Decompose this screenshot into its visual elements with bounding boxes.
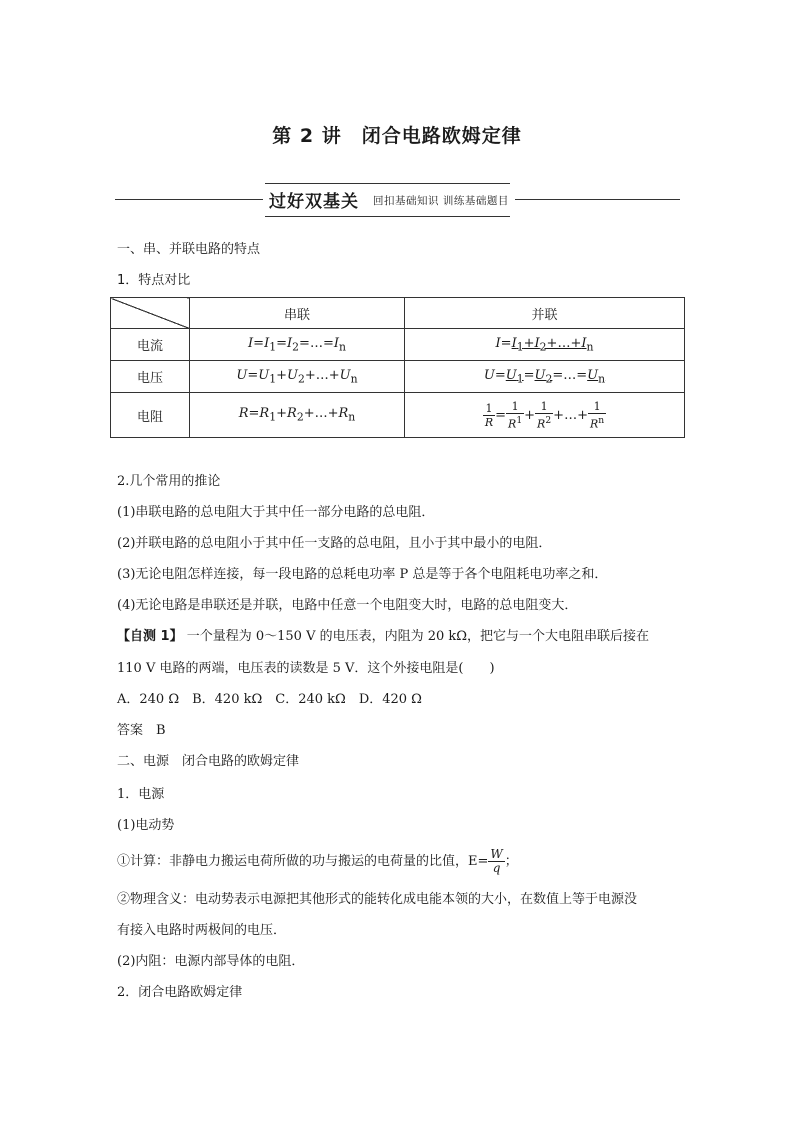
emf-calc-end: ； bbox=[504, 854, 518, 869]
emf-heading: (1)电动势 bbox=[117, 818, 175, 833]
inference-2: (2)并联电路的总电阻小于其中任一支路的总电阻，且小于其中最小的电阻． bbox=[117, 536, 552, 551]
selftest-question-2: 110 V 电路的两端，电压表的读数是 5 V．这个外接电阻是( ) bbox=[117, 661, 495, 676]
comparison-table bbox=[110, 297, 685, 438]
table-header-series: 串联 bbox=[190, 298, 405, 329]
selftest-tag: 【自测 1】 bbox=[117, 629, 183, 644]
internal-resistance: (2)内阻：电源内部导体的电阻． bbox=[117, 954, 305, 969]
section1-sub1: 1．特点对比 bbox=[117, 273, 191, 288]
section-banner bbox=[115, 183, 680, 219]
table-row bbox=[111, 361, 685, 393]
banner-rule-right bbox=[515, 199, 680, 200]
inference-1: (1)串联电路的总电阻大于其中任一部分电路的总电阻． bbox=[117, 505, 435, 520]
selftest-question-1: 一个量程为 0～150 V 的电压表，内阻为 20 kΩ，把它与一个大电阻串联后接在 bbox=[186, 629, 650, 644]
selftest-answer: 答案 B bbox=[117, 723, 166, 738]
emf-fraction-den: q bbox=[492, 861, 501, 875]
page-title: 第 2 讲 闭合电路欧姆定律 bbox=[272, 125, 522, 147]
emf-calc-text: ①计算：非静电力搬运电荷所做的功与搬运的电荷量的比值，E= bbox=[117, 854, 489, 869]
banner-sub: 回扣基础知识 训练基础题目 bbox=[373, 195, 509, 207]
formula-parallel-resistance: $\frac{1}{R}$ = $\frac{1}{R^1}$ + $\frac{1}{R^2}$ +…+ $\frac{1}{R^n}$ bbox=[405, 393, 685, 438]
row-label-voltage: 电压 bbox=[111, 361, 190, 393]
banner-rule-left bbox=[115, 199, 263, 200]
table-header-parallel: 并联 bbox=[405, 298, 685, 329]
table-row bbox=[111, 393, 685, 438]
banner-box bbox=[265, 183, 510, 217]
selftest-options: A．240 Ω B．420 kΩ C．240 kΩ D．420 Ω bbox=[117, 692, 422, 707]
row-label-current: 电流 bbox=[111, 329, 190, 361]
section2-sub2: 2．闭合电路欧姆定律 bbox=[117, 985, 243, 1000]
formula-series-resistance: $R=R_1+R_2+\dots+R_n$ bbox=[190, 393, 405, 438]
emf-fraction-num: W bbox=[490, 847, 503, 861]
inference-4: (4)无论电路是串联还是并联，电路中任意一个电阻变大时，电路的总电阻变大． bbox=[117, 598, 578, 613]
emf-meaning-1: ②物理含义：电动势表示电源把其他形式的能转化成电能本领的大小，在数值上等于电源没 bbox=[117, 892, 638, 907]
formula-parallel-current: $I=I_1+I_2+\dots+I_n$ bbox=[405, 329, 685, 361]
inferences-heading: 2.几个常用的推论 bbox=[117, 474, 221, 489]
inference-3: (3)无论电阻怎样连接，每一段电路的总耗电功率 P 总是等于各个电阻耗电功率之和． bbox=[117, 567, 608, 582]
section2-sub1: 1．电源 bbox=[117, 787, 165, 802]
section1-heading: 一、串、并联电路的特点 bbox=[117, 242, 261, 257]
emf-fraction bbox=[488, 848, 504, 875]
table-row bbox=[111, 329, 685, 361]
section2-heading: 二、电源 闭合电路的欧姆定律 bbox=[117, 754, 300, 769]
emf-calc bbox=[117, 848, 518, 875]
formula-parallel-voltage: $U=U_1=U_2=\dots=U_n$ bbox=[405, 361, 685, 393]
row-label-resistance: 电阻 bbox=[111, 393, 190, 438]
formula-series-voltage: $U=U_1+U_2+\dots+U_n$ bbox=[190, 361, 405, 393]
formula-series-current: $I=I_1=I_2=\dots=I_n$ bbox=[190, 329, 405, 361]
selftest-line1 bbox=[117, 628, 649, 646]
emf-meaning-2: 有接入电路时两极间的电压． bbox=[117, 923, 287, 938]
table-corner bbox=[111, 298, 190, 329]
banner-main: 过好双基关 bbox=[269, 192, 359, 212]
